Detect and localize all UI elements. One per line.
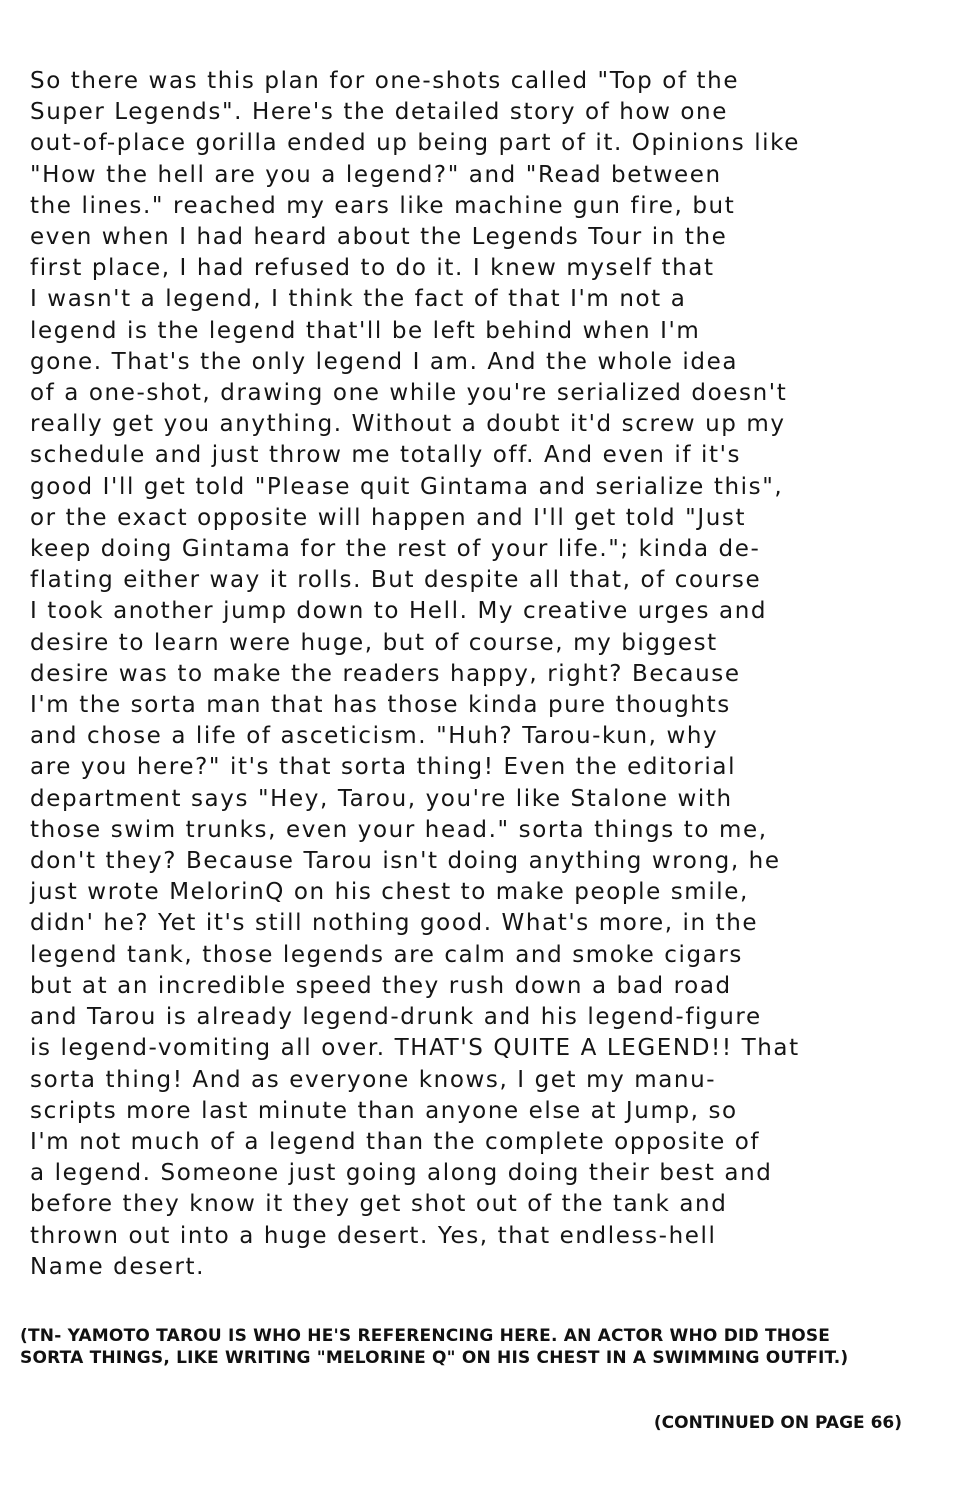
translator-note-line: (TN- YAMOTO TAROU IS WHO HE'S REFERENCING HERE. AN ACTOR WHO DID THOSE <box>20 1326 831 1346</box>
body-line: desire was to make the readers happy, right? Because <box>30 660 741 687</box>
body-line: I'm the sorta man that has those kinda pure thoughts <box>30 692 731 719</box>
body-line: and chose a life of asceticism. "Huh? Tarou-kun, why <box>30 723 719 750</box>
body-line: thrown out into a huge desert. Yes, that endless-hell <box>30 1222 717 1249</box>
body-line: So there was this plan for one-shots called "Top of the <box>30 68 740 94</box>
body-line: didn' he? Yet it's still nothing good. What's more, in the <box>30 910 759 937</box>
body-line: Super Legends". Here's the detailed story of how one <box>30 99 728 126</box>
body-line: but at an incredible speed they rush down a bad road <box>30 972 732 999</box>
body-line: first place, I had refused to do it. I knew myself that <box>30 255 715 282</box>
body-line: legend tank, those legends are calm and smoke cigars <box>30 941 744 968</box>
body-line: are you here?" it's that sorta thing! Even the editorial <box>30 754 737 781</box>
body-line: don't they? Because Tarou isn't doing anything wrong, he <box>30 848 781 875</box>
body-line: those swim trunks, even your head." sorta things to me, <box>30 816 768 843</box>
body-line: flating either way it rolls. But despite all that, of course <box>30 567 762 594</box>
body-line: keep doing Gintama for the rest of your life."; kinda de- <box>30 536 761 563</box>
body-line: "How the hell are you a legend?" and "Read between <box>30 161 722 188</box>
body-line: department says "Hey, Tarou, you're like Stalone with <box>30 785 733 812</box>
body-line: before they know it they get shot out of the tank and <box>30 1191 728 1218</box>
body-line: desire to learn were huge, but of course, my biggest <box>30 629 718 656</box>
body-line: I'm not much of a legend than the complete opposite of <box>30 1128 761 1155</box>
body-line: and Tarou is already legend-drunk and his legend-figure <box>30 1004 762 1031</box>
body-line: schedule and just throw me totally off. And even if it's <box>30 442 742 469</box>
body-line: out-of-place gorilla ended up being part of it. Opinions like <box>30 130 801 157</box>
body-line: sorta thing! And as everyone knows, I get my manu- <box>30 1066 717 1093</box>
body-text <box>30 66 940 1283</box>
body-line: even when I had heard about the Legends Tour in the <box>30 224 728 251</box>
body-line: just wrote MelorinQ on his chest to make people smile, <box>30 879 749 906</box>
body-line: good I'll get told "Please quit Gintama and serialize this", <box>30 473 784 500</box>
body-line: legend is the legend that'll be left behind when I'm <box>30 317 701 344</box>
translator-note-line: SORTA THINGS, LIKE WRITING "MELORINE Q" ON HIS CHEST IN A SWIMMING OUTFIT.) <box>20 1348 849 1368</box>
body-line: Name desert. <box>30 1253 206 1280</box>
body-line: really get you anything. Without a doubt it'd screw up my <box>30 411 786 438</box>
body-line: I wasn't a legend, I think the fact of that I'm not a <box>30 286 687 313</box>
body-line: or the exact opposite will happen and I'll get told "Just <box>30 504 747 531</box>
body-line: of a one-shot, drawing one while you're serialized doesn't <box>30 380 788 407</box>
translator-note <box>20 1325 945 1369</box>
body-line: gone. That's the only legend I am. And the whole idea <box>30 348 739 375</box>
body-line: I took another jump down to Hell. My creative urges and <box>30 598 768 625</box>
body-line: a legend. Someone just going along doing their best and <box>30 1160 773 1187</box>
body-line: is legend-vomiting all over. THAT'S QUITE A LEGEND!! That <box>30 1035 800 1062</box>
body-line: the lines." reached my ears like machine gun fire, but <box>30 192 736 219</box>
continued-note: (CONTINUED ON PAGE 66) <box>653 1413 902 1433</box>
body-line: scripts more last minute than anyone else at Jump, so <box>30 1097 738 1124</box>
